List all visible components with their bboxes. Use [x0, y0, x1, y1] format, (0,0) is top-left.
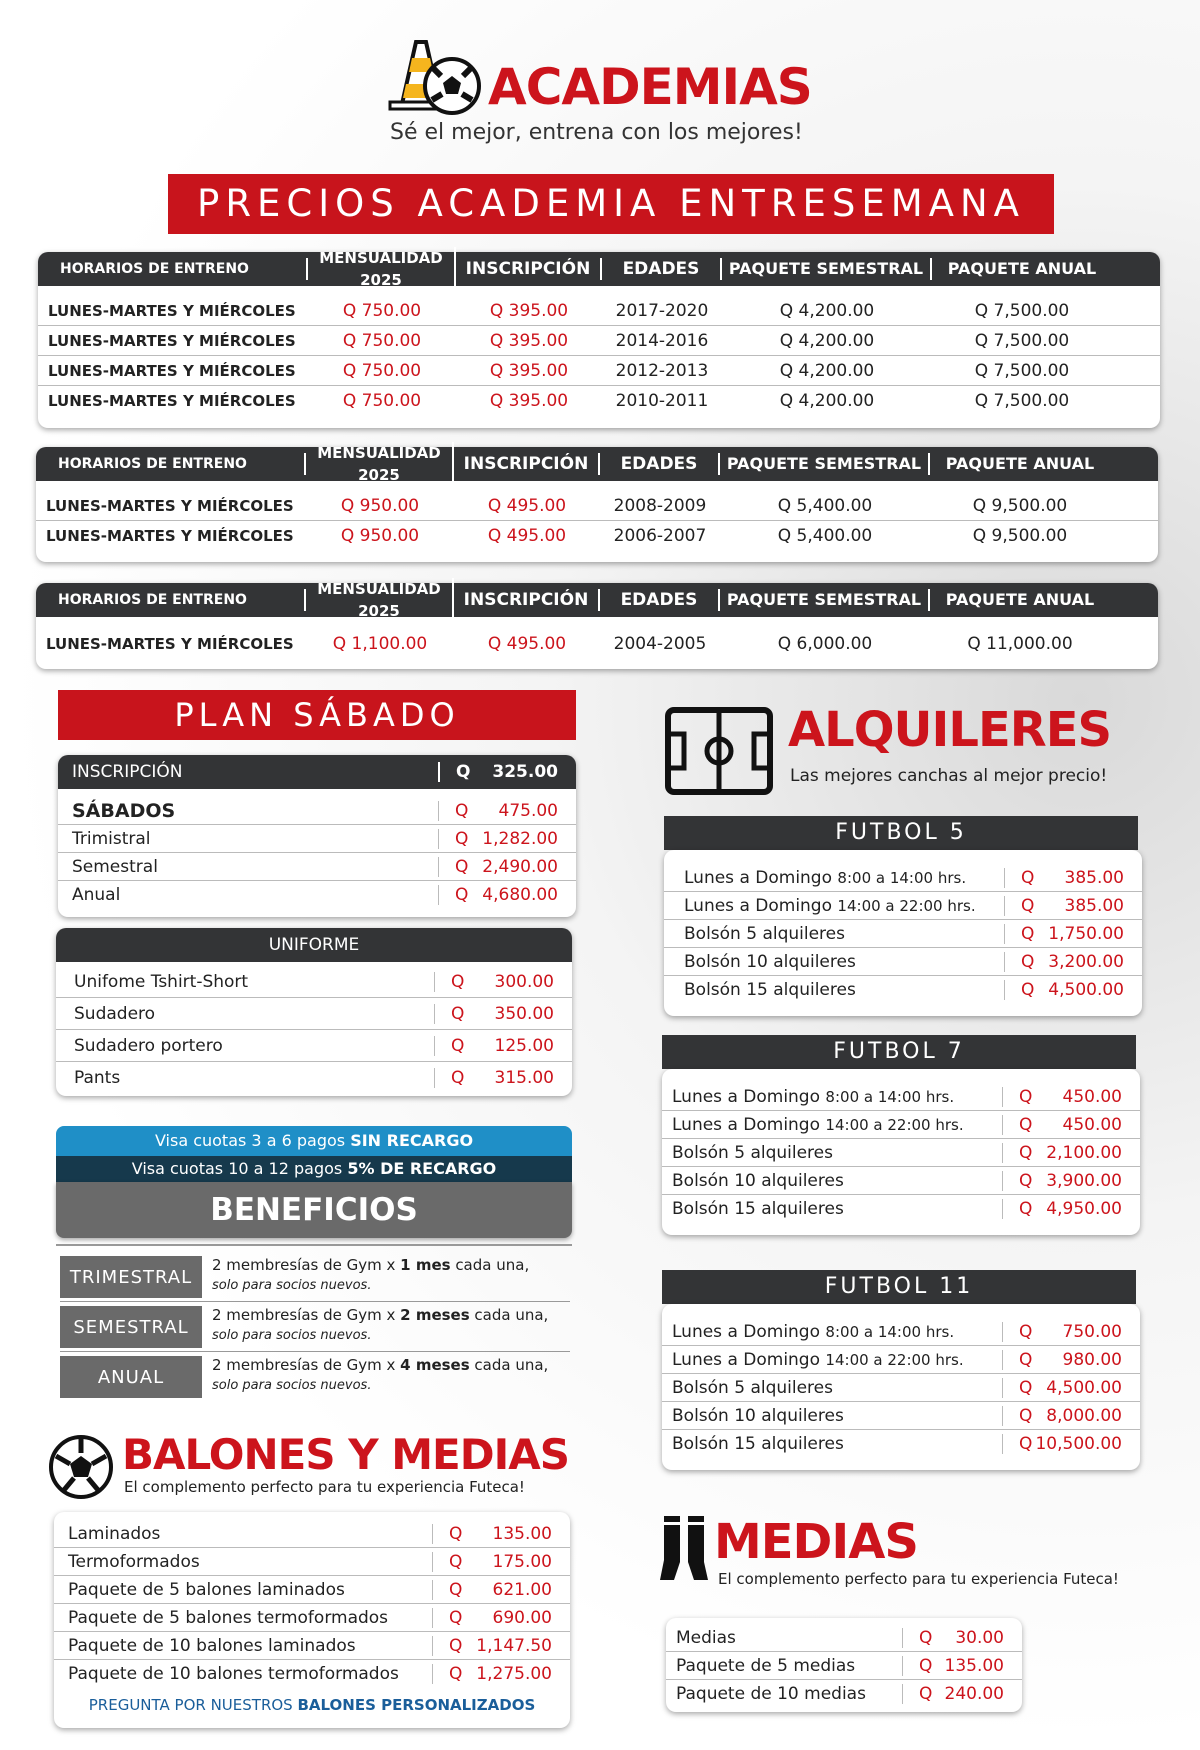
- item-price: 4,950.00: [1046, 1199, 1122, 1219]
- list-item: [662, 1195, 1140, 1223]
- beneficio-text: 2 membresías de Gym x: [212, 1306, 401, 1324]
- item-time: 8:00 a 14:00 hrs.: [825, 1322, 955, 1341]
- beneficio-text: cada una,: [469, 1306, 549, 1324]
- item-name: Lunes a Domingo: [672, 1114, 821, 1135]
- currency: Q: [449, 1523, 463, 1544]
- item-price: 385.00: [1064, 867, 1124, 888]
- item-name: Lunes a Domingo: [672, 1349, 821, 1370]
- uniforme-title: UNIFORME: [56, 928, 572, 962]
- uniforme-card: [56, 928, 572, 1096]
- semestral: Q 4,200.00: [779, 391, 875, 411]
- item-name: Unifome Tshirt-Short: [74, 971, 249, 992]
- edades: 2010-2011: [615, 391, 709, 411]
- semestral: Q 6,000.00: [777, 634, 873, 654]
- edades: 2004-2005: [613, 634, 707, 654]
- medias-card: [666, 1618, 1022, 1712]
- balones-title: BALONES Y MEDIAS: [122, 1430, 569, 1479]
- currency: Q: [455, 885, 469, 905]
- list-item: [56, 998, 572, 1030]
- list-item: [662, 1346, 1140, 1374]
- item-name: Lunes a Domingo: [684, 867, 833, 888]
- item-price: 300.00: [494, 971, 554, 992]
- edades: 2012-2013: [615, 360, 709, 381]
- horario: LUNES-MARTES Y MIÉRCOLES: [46, 635, 294, 653]
- currency: Q: [451, 1035, 465, 1056]
- item-price: 450.00: [1062, 1114, 1122, 1135]
- item-price: 1,147.50: [476, 1635, 552, 1656]
- item-price: 3,200.00: [1048, 951, 1124, 972]
- item-price: 135.00: [944, 1655, 1004, 1676]
- list-item: [664, 976, 1142, 1004]
- item-price: 1,750.00: [1048, 923, 1124, 944]
- list-item: [56, 1062, 572, 1094]
- item-name: Lunes a Domingo: [684, 895, 833, 916]
- table-entresemana-1: [38, 249, 1160, 428]
- list-item: [662, 1167, 1140, 1195]
- col-inscripcion: INSCRIPCIÓN: [454, 453, 600, 475]
- item-price: 2,490.00: [482, 856, 558, 877]
- item-price: 4,680.00: [482, 885, 558, 905]
- inscripcion: Q 495.00: [487, 526, 567, 546]
- item-price: 30.00: [955, 1627, 1004, 1648]
- currency: Q: [1019, 1377, 1033, 1398]
- col-edades: EDADES: [602, 258, 722, 280]
- list-item: [662, 1111, 1140, 1139]
- table-entresemana-3: [36, 580, 1158, 669]
- item-name: Bolsón 5 alquileres: [684, 923, 845, 944]
- inscripcion: Q 395.00: [489, 330, 569, 351]
- beneficio-tag: TRIMESTRAL: [60, 1256, 202, 1298]
- anual: Q 11,000.00: [967, 634, 1073, 654]
- item-time: 8:00 a 14:00 hrs.: [837, 868, 967, 887]
- beneficio-duration: 1 mes: [400, 1256, 451, 1274]
- currency: Q: [451, 1003, 465, 1024]
- beneficio-text: 2 membresías de Gym x: [212, 1256, 401, 1274]
- list-item: [54, 1632, 570, 1660]
- item-name: Paquete de 10 balones termoformados: [68, 1664, 399, 1684]
- beneficio-row: [60, 1306, 570, 1348]
- edades: 2014-2016: [615, 330, 709, 351]
- item-price: 4,500.00: [1048, 980, 1124, 1000]
- col-horarios: HORARIOS DE ENTRENO: [36, 589, 306, 611]
- visa-text: Visa cuotas 3 a 6 pagos: [154, 1131, 351, 1150]
- item-name: Bolsón 15 alquileres: [672, 1199, 844, 1219]
- item-price: 385.00: [1064, 895, 1124, 916]
- list-item: [664, 892, 1142, 920]
- item-name: Semestral: [72, 856, 158, 877]
- futbol7-title: FUTBOL 7: [662, 1035, 1136, 1069]
- horario: LUNES-MARTES Y MIÉRCOLES: [48, 392, 296, 410]
- item-name: Bolsón 10 alquileres: [672, 1170, 844, 1191]
- inscripcion-label: INSCRIPCIÓN: [72, 762, 183, 782]
- mensualidad: Q 750.00: [342, 391, 422, 411]
- beneficio-text: 2 membresías de Gym x: [212, 1356, 401, 1374]
- item-price: 621.00: [492, 1579, 552, 1600]
- col-semestral: PAQUETE SEMESTRAL: [720, 453, 930, 475]
- currency: Q: [456, 762, 471, 782]
- currency: Q: [1021, 923, 1035, 944]
- table-row: [38, 326, 1160, 356]
- currency: Q: [1019, 1114, 1033, 1135]
- item-name: Sudadero: [74, 1003, 156, 1024]
- list-item: [58, 797, 576, 825]
- anual: Q 7,500.00: [974, 330, 1070, 351]
- list-item: [54, 1660, 570, 1688]
- alquileres-title: ALQUILERES: [788, 702, 1112, 758]
- header-logo: [388, 38, 482, 118]
- list-item: [58, 853, 576, 881]
- beneficio-note: solo para socios nuevos.: [212, 1328, 372, 1343]
- currency: Q: [919, 1655, 933, 1676]
- inscripcion: Q 495.00: [487, 495, 567, 516]
- list-item: [666, 1624, 1022, 1652]
- item-name: Bolsón 5 alquileres: [672, 1142, 833, 1163]
- list-item: [662, 1083, 1140, 1111]
- alquileres-subtitle: Las mejores canchas al mejor precio!: [790, 766, 1108, 786]
- visa-highlight: 5% DE RECARGO: [347, 1159, 497, 1178]
- futbol11-card: [662, 1304, 1140, 1470]
- anual: Q 7,500.00: [974, 391, 1070, 411]
- beneficio-row: [60, 1356, 570, 1398]
- inscripcion: Q 395.00: [489, 391, 569, 411]
- currency: Q: [449, 1607, 463, 1628]
- currency: Q: [1019, 1170, 1033, 1191]
- table-row: [36, 521, 1158, 551]
- currency: Q: [1019, 1086, 1033, 1107]
- table-row: [38, 296, 1160, 326]
- currency: Q: [1019, 1321, 1033, 1342]
- currency: Q: [449, 1551, 463, 1572]
- currency: Q: [451, 1068, 465, 1088]
- beneficio-tag: SEMESTRAL: [60, 1306, 202, 1348]
- anual: Q 7,500.00: [974, 360, 1070, 381]
- horario: LUNES-MARTES Y MIÉRCOLES: [48, 301, 296, 320]
- table-row: [36, 629, 1158, 659]
- item-name: Bolsón 15 alquileres: [672, 1434, 844, 1454]
- semestral: Q 4,200.00: [779, 360, 875, 381]
- semestral: Q 5,400.00: [777, 526, 873, 546]
- col-anual: PAQUETE ANUAL: [945, 454, 1095, 473]
- futbol5-card: [664, 850, 1142, 1016]
- mensualidad: Q 750.00: [342, 300, 422, 321]
- horario: LUNES-MARTES Y MIÉRCOLES: [46, 496, 294, 515]
- visa-highlight: SIN RECARGO: [350, 1131, 474, 1150]
- item-price: 980.00: [1062, 1349, 1122, 1370]
- item-name: Lunes a Domingo: [672, 1321, 821, 1342]
- item-name: Pants: [74, 1068, 121, 1088]
- soccer-ball-icon: [48, 1434, 114, 1504]
- item-time: 14:00 a 22:00 hrs.: [837, 896, 976, 915]
- currency: Q: [1021, 895, 1035, 916]
- currency: Q: [1019, 1434, 1033, 1454]
- table-row: [38, 386, 1160, 416]
- col-edades: EDADES: [600, 589, 720, 611]
- list-item: [662, 1374, 1140, 1402]
- list-item: [54, 1548, 570, 1576]
- list-item: [56, 1030, 572, 1062]
- balones-card: [54, 1512, 570, 1728]
- currency: Q: [449, 1635, 463, 1656]
- list-item: [664, 920, 1142, 948]
- table-header: [36, 444, 1158, 484]
- beneficio-duration: 2 meses: [400, 1306, 470, 1324]
- item-name: Trimistral: [72, 828, 151, 849]
- beneficio-tag: ANUAL: [60, 1356, 202, 1398]
- currency: Q: [1019, 1405, 1033, 1426]
- edades: 2008-2009: [613, 495, 707, 516]
- list-item: [58, 881, 576, 909]
- table-header: [38, 249, 1160, 289]
- item-name: Lunes a Domingo: [672, 1086, 821, 1107]
- currency: Q: [1021, 980, 1035, 1000]
- col-edades: EDADES: [600, 453, 720, 475]
- item-name: Bolsón 10 alquileres: [684, 951, 856, 972]
- item-name: Bolsón 5 alquileres: [672, 1377, 833, 1398]
- plan-sabado-card: [58, 755, 576, 917]
- item-time: 8:00 a 14:00 hrs.: [825, 1087, 955, 1106]
- mensualidad: Q 950.00: [340, 526, 420, 546]
- list-item: [56, 966, 572, 998]
- beneficio-text: cada una,: [450, 1256, 530, 1274]
- footer-highlight: BALONES PERSONALIZADOS: [297, 1696, 536, 1714]
- list-item: [662, 1430, 1140, 1458]
- item-price: 690.00: [492, 1607, 552, 1628]
- item-name: Sudadero portero: [74, 1035, 223, 1056]
- item-price: 10,500.00: [1035, 1434, 1122, 1454]
- page-subtitle: Sé el mejor, entrena con los mejores!: [390, 120, 803, 145]
- semestral: Q 4,200.00: [779, 330, 875, 351]
- list-item: [666, 1680, 1022, 1708]
- banner-entresemana: PRECIOS ACADEMIA ENTRESEMANA: [168, 174, 1054, 234]
- inscripcion: Q 495.00: [487, 634, 567, 654]
- edades: 2017-2020: [615, 300, 709, 321]
- visa-recargo: [56, 1156, 572, 1182]
- currency: Q: [449, 1579, 463, 1600]
- divider: [56, 1244, 572, 1246]
- item-price: 3,900.00: [1046, 1170, 1122, 1191]
- currency: Q: [1021, 951, 1035, 972]
- page-title: ACADEMIAS: [488, 58, 812, 116]
- balones-subtitle: El complemento perfecto para tu experiencia Futeca!: [124, 1478, 525, 1496]
- item-name: Bolsón 15 alquileres: [684, 980, 856, 1000]
- futbol11-title: FUTBOL 11: [662, 1270, 1136, 1304]
- item-name: Paquete de 5 medias: [676, 1655, 856, 1676]
- item-name: Paquete de 5 balones laminados: [68, 1579, 345, 1600]
- anual: Q 9,500.00: [972, 495, 1068, 516]
- beneficio-row: [60, 1256, 570, 1298]
- item-price: 175.00: [492, 1551, 552, 1572]
- list-item: [58, 825, 576, 853]
- currency: Q: [1019, 1349, 1033, 1370]
- mensualidad: Q 950.00: [340, 495, 420, 516]
- col-inscripcion: INSCRIPCIÓN: [454, 589, 600, 611]
- inscripcion: Q 395.00: [489, 300, 569, 321]
- item-price: 4,500.00: [1046, 1377, 1122, 1398]
- currency: Q: [919, 1684, 933, 1704]
- item-name: Laminados: [68, 1523, 161, 1544]
- item-price: 240.00: [944, 1684, 1004, 1704]
- list-item: [662, 1139, 1140, 1167]
- table-row: [38, 356, 1160, 386]
- currency: Q: [455, 828, 469, 849]
- col-mensualidad: MENSUALIDAD 2025: [306, 578, 454, 622]
- table-entresemana-2: [36, 444, 1158, 562]
- item-price: 1,275.00: [476, 1664, 552, 1684]
- horario: LUNES-MARTES Y MIÉRCOLES: [46, 527, 294, 545]
- table-row: [36, 491, 1158, 521]
- item-time: 14:00 a 22:00 hrs.: [825, 1115, 964, 1134]
- mensualidad: Q 750.00: [342, 360, 422, 381]
- col-horarios: HORARIOS DE ENTRENO: [38, 258, 308, 280]
- mensualidad: Q 750.00: [342, 330, 422, 351]
- beneficio-duration: 4 meses: [400, 1356, 470, 1374]
- horario: LUNES-MARTES Y MIÉRCOLES: [48, 361, 296, 380]
- list-item: [662, 1318, 1140, 1346]
- item-price: 135.00: [492, 1523, 552, 1544]
- item-name: Paquete de 10 medias: [676, 1684, 866, 1704]
- beneficio-text: cada una,: [469, 1356, 549, 1374]
- item-price: 350.00: [494, 1003, 554, 1024]
- edades: 2006-2007: [613, 526, 707, 546]
- currency: Q: [455, 856, 469, 877]
- table-header: [36, 580, 1158, 620]
- item-name: Paquete de 10 balones laminados: [68, 1635, 356, 1656]
- anual: Q 7,500.00: [974, 300, 1070, 321]
- col-mensualidad: MENSUALIDAD 2025: [306, 442, 454, 486]
- item-price: 125.00: [494, 1035, 554, 1056]
- currency: Q: [1021, 867, 1035, 888]
- beneficio-note: solo para socios nuevos.: [212, 1278, 372, 1293]
- item-price: 2,100.00: [1046, 1142, 1122, 1163]
- semestral: Q 4,200.00: [779, 300, 875, 321]
- visa-sin-recargo: [56, 1126, 572, 1156]
- item-price: 315.00: [494, 1068, 554, 1088]
- col-semestral: PAQUETE SEMESTRAL: [720, 589, 930, 611]
- visa-text: Visa cuotas 10 a 12 pagos: [131, 1159, 348, 1178]
- list-item: [54, 1604, 570, 1632]
- list-item: [666, 1652, 1022, 1680]
- beneficios-title: BENEFICIOS: [56, 1182, 572, 1238]
- col-mensualidad: MENSUALIDAD 2025: [308, 247, 456, 291]
- item-name: Anual: [72, 885, 121, 905]
- item-time: 14:00 a 22:00 hrs.: [825, 1350, 964, 1369]
- item-name: Bolsón 10 alquileres: [672, 1405, 844, 1426]
- list-item: [662, 1402, 1140, 1430]
- field-icon: [664, 706, 774, 800]
- item-name: Paquete de 5 balones termoformados: [68, 1607, 389, 1628]
- col-inscripcion: INSCRIPCIÓN: [456, 258, 602, 280]
- item-name: SÁBADOS: [72, 799, 176, 822]
- item-name: Medias: [676, 1627, 736, 1648]
- col-semestral: PAQUETE SEMESTRAL: [722, 258, 932, 280]
- item-price: 750.00: [1062, 1321, 1122, 1342]
- medias-title: MEDIAS: [714, 1514, 918, 1570]
- currency: Q: [451, 971, 465, 992]
- inscripcion-price: 325.00: [492, 762, 558, 782]
- item-price: 450.00: [1062, 1086, 1122, 1107]
- col-anual: PAQUETE ANUAL: [947, 259, 1097, 278]
- inscripcion: Q 395.00: [489, 360, 569, 381]
- currency: Q: [1019, 1142, 1033, 1163]
- medias-subtitle: El complemento perfecto para tu experiencia Futeca!: [718, 1570, 1119, 1588]
- mensualidad: Q 1,100.00: [332, 634, 428, 654]
- list-item: [54, 1576, 570, 1604]
- horario: LUNES-MARTES Y MIÉRCOLES: [48, 331, 296, 350]
- futbol5-title: FUTBOL 5: [664, 816, 1138, 850]
- plan-sabado-title: PLAN SÁBADO: [58, 690, 576, 740]
- inscripcion-row: [58, 755, 576, 789]
- beneficio-note: solo para socios nuevos.: [212, 1378, 372, 1393]
- item-price: 1,282.00: [482, 828, 558, 849]
- footer-text: PREGUNTA POR NUESTROS: [88, 1696, 298, 1714]
- col-anual: PAQUETE ANUAL: [945, 590, 1095, 609]
- item-price: 8,000.00: [1046, 1405, 1122, 1426]
- item-name: Termoformados: [68, 1551, 200, 1572]
- balones-footer: [54, 1696, 570, 1714]
- futbol7-card: [662, 1069, 1140, 1235]
- item-price: 475.00: [498, 800, 558, 821]
- col-horarios: HORARIOS DE ENTRENO: [36, 453, 306, 475]
- list-item: [664, 864, 1142, 892]
- currency: Q: [455, 800, 469, 821]
- socks-icon: [656, 1512, 716, 1592]
- semestral: Q 5,400.00: [777, 495, 873, 516]
- currency: Q: [1019, 1199, 1033, 1219]
- list-item: [664, 948, 1142, 976]
- list-item: [54, 1520, 570, 1548]
- anual: Q 9,500.00: [972, 526, 1068, 546]
- currency: Q: [449, 1664, 463, 1684]
- currency: Q: [919, 1627, 933, 1648]
